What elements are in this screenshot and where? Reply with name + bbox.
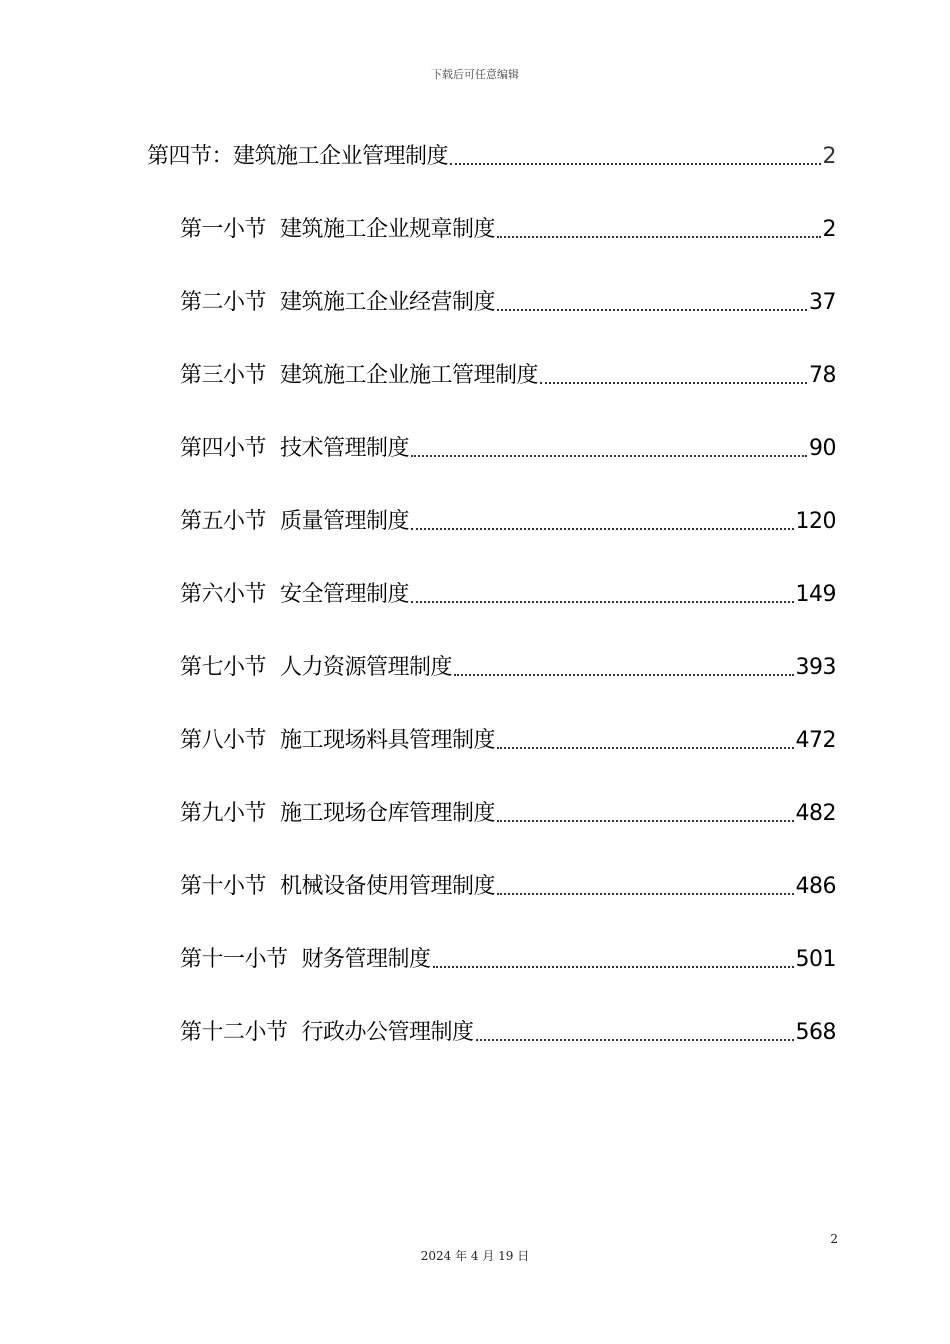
toc-item-title (180, 507, 409, 537)
toc-item-number: 第三小节 (180, 363, 267, 388)
toc-item-number: 第五小节 (180, 509, 267, 534)
toc-item-page: 37 (809, 290, 836, 315)
page-number: 2 (830, 1232, 838, 1246)
toc-item-name: 建筑施工企业施工管理制度 (280, 363, 539, 388)
toc-item-name: 安全管理制度 (280, 582, 410, 607)
toc-item-number: 第六小节 (180, 582, 267, 607)
toc-item-row[interactable] (180, 643, 836, 683)
toc-item-row[interactable] (180, 1008, 836, 1048)
toc-item-row[interactable] (180, 205, 836, 245)
toc-leader (411, 454, 807, 457)
toc-item-page: 2 (822, 217, 836, 242)
toc-item-title (180, 215, 495, 245)
toc-section-title: 第四节：建筑施工企业管理制度 (147, 144, 449, 169)
toc-item-name: 财务管理制度 (301, 947, 431, 972)
header-note: 下载后可任意编辑 (431, 68, 519, 81)
toc-leader (454, 673, 793, 676)
toc-item-title (180, 1018, 474, 1048)
toc-item-title (180, 361, 538, 391)
toc-item-number: 第一小节 (180, 217, 267, 242)
toc-item-page: 482 (795, 801, 836, 826)
toc-item-name: 施工现场仓库管理制度 (280, 801, 496, 826)
toc-item-name: 施工现场料具管理制度 (280, 728, 496, 753)
toc-item-title (180, 726, 495, 756)
toc-item-row[interactable] (180, 862, 836, 902)
toc-item-page: 568 (795, 1020, 836, 1045)
toc-section-row[interactable] (147, 132, 836, 172)
toc-item-name: 人力资源管理制度 (280, 655, 453, 680)
toc-item-number: 第十小节 (180, 874, 267, 899)
toc-leader (411, 527, 793, 530)
toc-item-page: 149 (795, 582, 836, 607)
toc-item-title (180, 434, 409, 464)
toc-item-row[interactable] (180, 278, 836, 318)
toc-item-title (180, 872, 495, 902)
toc-item-page: 78 (809, 363, 836, 388)
toc-item-row[interactable] (180, 716, 836, 756)
toc-leader (497, 819, 793, 822)
toc-item-number: 第八小节 (180, 728, 267, 753)
toc-item-row[interactable] (180, 351, 836, 391)
toc-item-title (180, 580, 409, 610)
toc-item-name: 质量管理制度 (280, 509, 410, 534)
toc-item-number: 第七小节 (180, 655, 267, 680)
toc-section-page: 2 (822, 144, 836, 169)
toc-item-name: 建筑施工企业经营制度 (280, 290, 496, 315)
footer-date: 2024 年 4 月 19 日 (420, 1249, 530, 1263)
toc-leader (497, 892, 793, 895)
toc-item-page: 501 (795, 947, 836, 972)
toc-item-row[interactable] (180, 935, 836, 975)
toc-item-number: 第十一小节 (180, 947, 288, 972)
toc-item-row[interactable] (180, 497, 836, 537)
toc-item-page: 90 (809, 436, 836, 461)
toc-item-number: 第四小节 (180, 436, 267, 461)
toc-item-row[interactable] (180, 570, 836, 610)
toc-item-title (180, 945, 431, 975)
toc-leader (497, 308, 807, 311)
toc-item-row[interactable] (180, 424, 836, 464)
toc-item-page: 120 (795, 509, 836, 534)
toc-item-row[interactable] (180, 789, 836, 829)
toc-item-title (180, 653, 452, 683)
toc-item-number: 第十二小节 (180, 1020, 288, 1045)
toc-leader (411, 600, 793, 603)
toc-item-title (180, 288, 495, 318)
toc-item-title (180, 799, 495, 829)
toc-item-name: 行政办公管理制度 (301, 1020, 474, 1045)
toc-leader (497, 746, 793, 749)
toc-item-name: 建筑施工企业规章制度 (280, 217, 496, 242)
toc-item-name: 技术管理制度 (280, 436, 410, 461)
toc-leader (540, 381, 807, 384)
toc-item-number: 第九小节 (180, 801, 267, 826)
toc-leader (450, 162, 820, 165)
toc-item-page: 486 (795, 874, 836, 899)
toc-item-page: 393 (795, 655, 836, 680)
toc-item-number: 第二小节 (180, 290, 267, 315)
toc-leader (433, 965, 794, 968)
toc-item-name: 机械设备使用管理制度 (280, 874, 496, 899)
toc-item-page: 472 (795, 728, 836, 753)
toc-leader (497, 235, 820, 238)
toc-leader (476, 1038, 794, 1041)
